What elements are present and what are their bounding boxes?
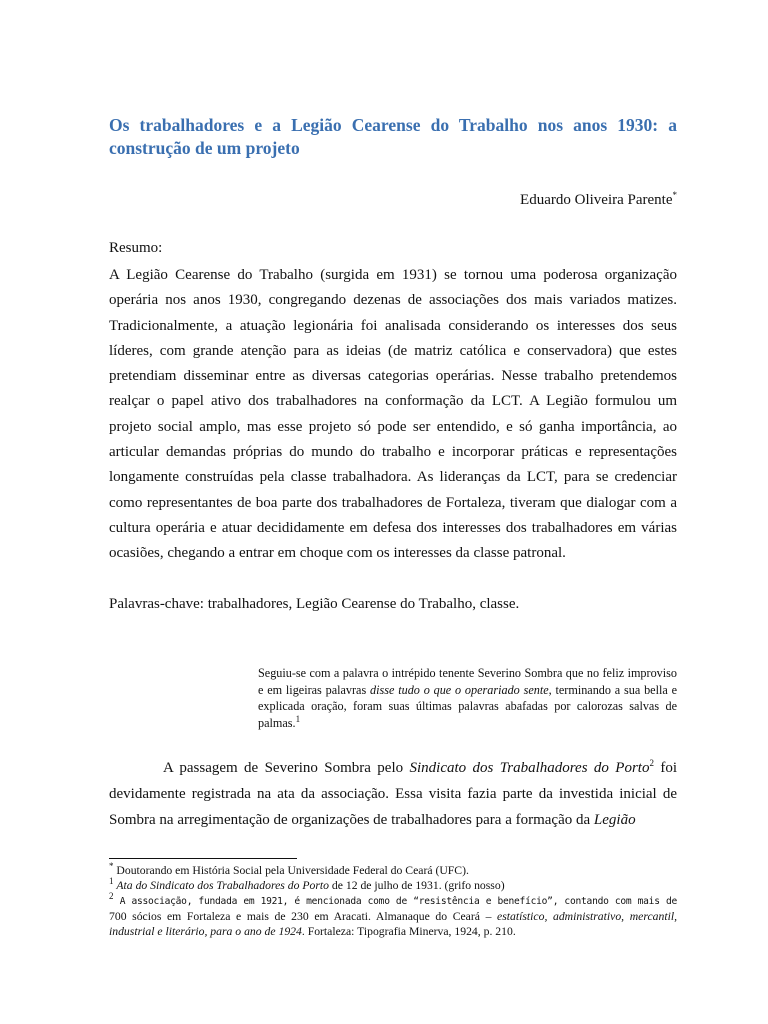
footnote-emphasis: estatístico, administrativo, mercantil, industrial e literário, para o ano de 1924 xyxy=(109,910,677,938)
epigraph-emphasis: disse tudo o que o operariado sente xyxy=(370,682,549,697)
author-footnote-marker[interactable]: * xyxy=(672,190,677,200)
author-name: Eduardo Oliveira Parente xyxy=(520,192,673,208)
abstract-label: Resumo: xyxy=(109,240,163,256)
footnote-2 xyxy=(109,893,677,939)
footnote-text: 700 sócios em Fortaleza e mais de 230 em Aracati. Almanaque do Ceará – xyxy=(109,910,498,923)
footnote-emphasis: Ata do Sindicato dos Trabalhadores do Porto xyxy=(116,879,329,892)
author-line xyxy=(520,190,677,210)
footnote-text-typewriter: A associação, fundada em 1921, é mencionada como de “resistência e benefício”, contando com mais de xyxy=(113,896,677,907)
footnote-marker: 2 xyxy=(109,891,114,902)
footnote-text: de 12 de julho de 1931. (grifo nosso) xyxy=(328,879,505,892)
footnote-text: Doutorando em História Social pela Universidade Federal do Ceará (UFC). xyxy=(113,864,469,877)
footnote-author xyxy=(109,863,677,878)
body-text-1: A passagem de Severino Sombra pelo xyxy=(163,760,410,776)
footnote-text-end: . Fortaleza: Tipografia Minerva, 1924, p. 210. xyxy=(301,925,516,938)
epigraph-text-1: Seguiu-se com a palavra o intrépido tenente Severino Sombra que no feliz improviso e em ligeiras palavras xyxy=(258,666,677,697)
keywords: Palavras-chave: trabalhadores, Legião Cearense do Trabalho, classe. xyxy=(109,596,520,612)
body-paragraph xyxy=(109,755,677,833)
article-title: Os trabalhadores e a Legião Cearense do Trabalho nos anos 1930: a construção de um projeto xyxy=(109,115,677,158)
footnotes xyxy=(109,863,677,939)
footnote-1 xyxy=(109,878,677,893)
abstract-text: A Legião Cearense do Trabalho (surgida em 1931) se tornou uma poderosa organização operária nos anos 1930, congregando dezenas de associações dos mais variados matizes. Tradicionalmente, a atuação legionária foi analisada considerando os interesses dos seus líderes, com grande atenção para as ideias (de matriz católica e conservadora) que estes pretendiam disseminar entre as diversas categorias operárias. Nesse trabalho pretendemos realçar o papel ativo dos trabalhadores na conformação da LCT. A Legião formulou um projeto social amplo, mas esse projeto só pode ser entendido, e só ganha importância, ao articular demandas próprias do mundo do trabalho e incorporar práticas e representações longamente construídas pela classe trabalhadora. As lideranças da LCT, para se credenciar como representantes de boa parte dos trabalhadores de Fortaleza, tiveram que dialogar com a cultura operária e atuar decididamente em defesa dos interesses dos trabalhadores em várias ocasiões, chegando a entrar em choque com os interesses da classe patronal. xyxy=(109,267,677,562)
epigraph-footnote-marker[interactable]: 1 xyxy=(295,713,301,724)
body-footnote-marker[interactable]: 2 xyxy=(649,758,654,768)
body-emphasis-1: Sindicato dos Trabalhadores do Porto xyxy=(409,760,650,776)
footnote-marker: * xyxy=(109,861,114,872)
epigraph-text-2: , terminando a sua bella e explicada oração, foram suas últimas palavras abafadas por calorozas salvas de palmas. xyxy=(258,682,677,730)
footnote-marker: 1 xyxy=(109,876,114,887)
epigraph-quote xyxy=(258,665,677,731)
body-text-2: foi devidamente registrada na ata da associação. Essa visita fazia parte da investida inicial de Sombra na arregimentação de organizações de trabalhadores para a formação da xyxy=(109,760,678,828)
body-emphasis-2: Legião xyxy=(593,812,636,828)
footnote-separator xyxy=(109,858,297,859)
